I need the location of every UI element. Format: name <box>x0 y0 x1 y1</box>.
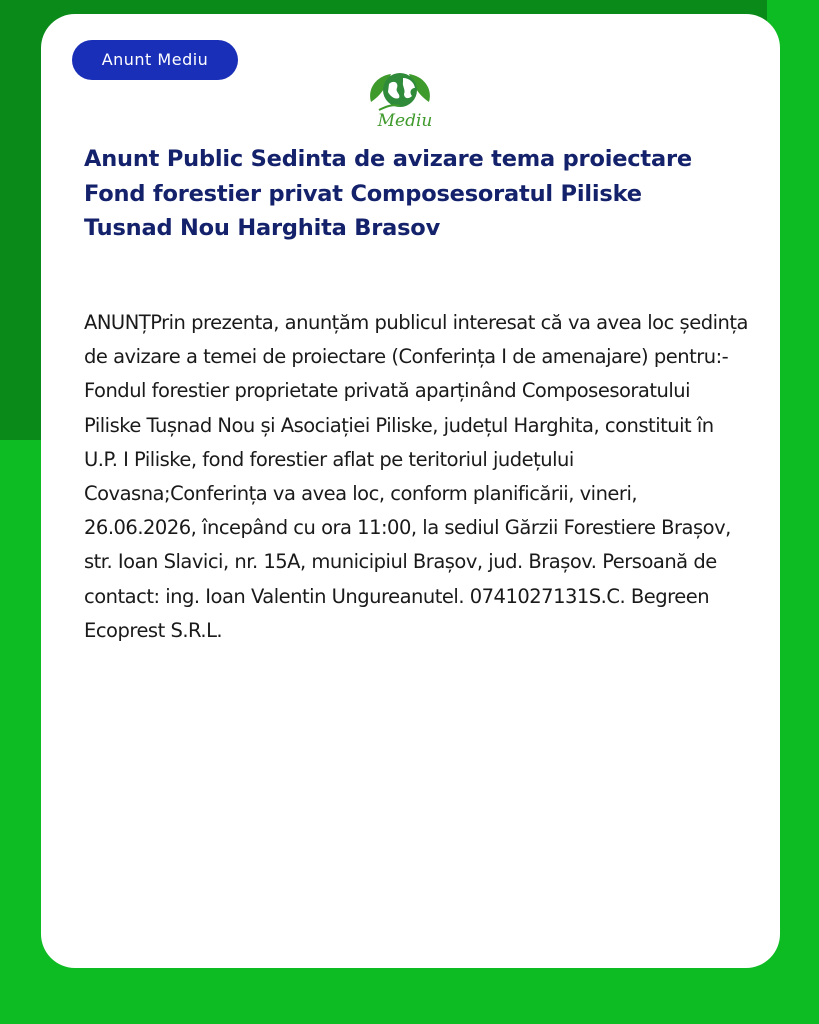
announcement-card <box>41 14 780 968</box>
logo-stem <box>379 105 400 110</box>
globe-icon <box>383 73 417 107</box>
logo-bottom-text: Mediu <box>377 111 433 131</box>
category-badge[interactable]: Anunt Mediu <box>72 40 238 80</box>
article-body: ANUNȚPrin prezenta, anunțăm publicul interesat că va avea loc ședința de avizare a temei de proiectare (Conferința I de amenajare) pentru:- Fondul forestier proprietate privată aparținând Composesoratului Piliske Tușnad Nou și Asociației Piliske, județul Harghita, constituit în U.P. I Piliske, fond forestier aflat pe teritoriul județului Covasna;Conferința va avea loc, conform planificării, vineri, 26.06.2026, începând cu ora 11:00, la sediul Gărzii Forestiere Brașov, str. Ioan Slavici, nr. 15A, municipiul Brașov, jud. Brașov. Persoană de contact: ing. Ioan Valentin Ungureanutel. 0741027131S.C. Begreen Ecoprest S.R.L. <box>84 311 748 642</box>
gazeta-de-mediu-logo <box>357 40 443 132</box>
article-title: Anunt Public Sedinta de avizare tema proiectare Fond forestier privat Composesoratul Piliske Tusnad Nou Harghita Brasov <box>84 146 692 241</box>
